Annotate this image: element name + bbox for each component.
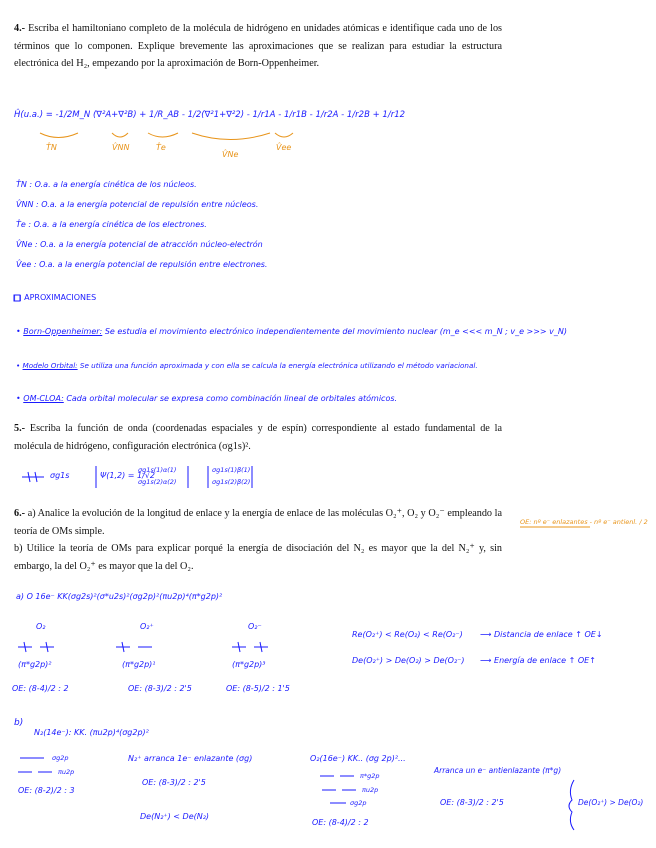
result-re: ⟶ Distancia de enlace ↑ OE↓ (480, 630, 603, 639)
o2b-config: O₂(16e⁻) KK.. (σg 2p)²... (310, 754, 406, 763)
hamiltonian-equation: Ĥ(u.a.) = -1/2M_N (∇²A+∇²B) + 1/R_AB - 1/2(∇²1+∇²2) - 1/r1A - 1/r1B - 1/r2A - 1/r2B + 1/r12 (14, 110, 406, 120)
o2-result: De(O₂⁺) > De(O₂) (578, 798, 644, 807)
oe-formula: OE: nº e⁻ enlazantes - nº e⁻ antienl. / 2 (520, 518, 648, 526)
o2-config: (π*g2p)² (18, 660, 52, 669)
term-vnn: V̂NN : O.a. a la energía potencial de repulsión entre núcleos. (16, 200, 259, 209)
question-4-text: Escriba el hamiltoniano completo de la molécula de hidrógeno en unidades atómicas e identifique cada uno de los términos que lo componen. Explique brevemente las aproximaciones que se realizan para estudiar la estructura electrónica del H₂, empezando por la aproximación de Born-Oppenheimer. (14, 23, 503, 70)
q5-psi: Ψ(1,2) = 1/√2 (100, 471, 156, 480)
n2-result: De(N₂⁺) < De(N₂) (140, 812, 210, 821)
q6a-config: a) O 16e⁻ KK(σg2s)²(σ*u2s)²(σg2p)²(πu2p)⁴(π*g2p)² (16, 592, 223, 601)
o2-name: O₂ (36, 622, 46, 631)
approximation-text: Cada orbital molecular se expresa como combinación lineal de orbitales atómicos. (66, 394, 398, 403)
question-5-text: Escriba la función de onda (coordenadas espaciales y de espín) correspondiente al estado fundamental de la molécula de hidrógeno, configuración electrónica (σg1s)². (14, 423, 502, 452)
det-b1: σg1s(1)β(1) (212, 466, 251, 474)
n2plus-note: N₂⁺ arranca 1e⁻ enlazante (σg) (128, 754, 253, 763)
q5-config: σg1s (50, 471, 70, 480)
det-a2: σg1s(2)α(2) (138, 478, 177, 486)
question-6 (14, 505, 502, 575)
n2plus-oe: OE: (8-3)/2 : 2'5 (142, 778, 206, 787)
n2-config: N₂(14e⁻): KK. (πu2p)⁴(σg2p)² (34, 728, 149, 737)
det-b2: σg1s(2)β(2) (212, 478, 251, 486)
approximation-name: OM-CLOA: (23, 394, 64, 403)
question-6a-text: a) Analice la evolución de la longitud de enlace y la energía de enlace de las moléculas O₂⁺, O₂ y O₂⁻ empleando la teoría de OMs simple. (14, 508, 503, 537)
label-vee: V̂ee (276, 143, 292, 152)
label-vne: V̂Ne (222, 150, 239, 159)
o2plus-name: O₂⁺ (140, 622, 154, 631)
relation-re: Re(O₂⁺) < Re(O₂) < Re(O₂⁻) (352, 630, 463, 639)
term-te: T̂e : O.a. a la energía cinética de los electrones. (16, 220, 207, 229)
n2-level-sigma: σg2p (52, 754, 69, 762)
n2-level-pi: πu2p (58, 768, 75, 776)
approximation-text: Se estudia el movimiento electrónico independientemente del movimiento nuclear (m_e <<< m_N ; v_e >>> v_N) (104, 327, 568, 336)
term-tn: T̂N : O.a. a la energía cinética de los núcleos. (16, 180, 197, 189)
relation-de: De(O₂⁺) > De(O₂) > De(O₂⁻) (352, 656, 465, 665)
o2plus-b-oe: OE: (8-3)/2 : 2'5 (440, 798, 504, 807)
question-6b-text: b) Utilice la teoría de OMs para explicar porqué la energía de disociación del N₂ es mayor que la del N₂⁺ y, sin embargo, la del O₂⁺ es mayor que la del O₂. (14, 543, 502, 572)
result-de: ⟶ Energía de enlace ↑ OE↑ (480, 656, 596, 665)
question-4-number: 4.- (14, 23, 26, 34)
o2-oe: OE: (8-4)/2 : 2 (12, 684, 69, 693)
o2plus-oe: OE: (8-3)/2 : 2'5 (128, 684, 192, 693)
approximation-name: Born-Oppenheimer: (23, 327, 103, 336)
question-6-number: 6.- (14, 508, 26, 519)
question-5-number: 5.- (14, 423, 26, 434)
question-4 (14, 20, 502, 73)
label-tn: T̂N (46, 143, 57, 152)
label-vnn: V̂NN (112, 143, 130, 152)
question-5 (14, 420, 502, 455)
approximation-born-oppenheimer: • Born-Oppenheimer: Se estudia el movimiento electrónico independientemente del movimiento nuclear (m_e <<< m_N ; v_e >>> v_N) (16, 327, 568, 336)
o2b-oe: OE: (8-4)/2 : 2 (312, 818, 369, 827)
approximation-text: Se utiliza una función aproximada y con ella se calcula la energía electrónica utilizando el método variacional. (79, 361, 478, 370)
approximations-title: □ APROXIMACIONES (14, 293, 97, 302)
label-te: T̂e (156, 143, 166, 152)
approximation-name: Modelo Orbital: (22, 361, 78, 370)
q6b-label: b) (14, 718, 24, 728)
term-vne: V̂Ne : O.a. a la energía potencial de atracción núcleo-electrón (16, 240, 263, 249)
o2b-level-pi: πu2p (362, 786, 379, 794)
o2b-level-pistar: π*g2p (360, 772, 380, 780)
approximation-modelo-orbital: • Modelo Orbital: Se utiliza una función aproximada y con ella se calcula la energía electrónica utilizando el método variacional. (16, 361, 478, 370)
o2minus-oe: OE: (8-5)/2 : 1'5 (226, 684, 290, 693)
o2minus-config: (π*g2p)³ (232, 660, 266, 669)
n2-oe: OE: (8-2)/2 : 3 (18, 786, 75, 795)
o2b-note: Arranca un e⁻ antienlazante (π*g) (434, 766, 562, 775)
det-a1: σg1s(1)α(1) (138, 466, 177, 474)
o2plus-config: (π*g2p)¹ (122, 660, 156, 669)
o2b-level-sigma: σg2p (350, 799, 367, 807)
o2minus-name: O₂⁻ (248, 622, 262, 631)
approximation-om-cloa: • OM-CLOA: Cada orbital molecular se expresa como combinación lineal de orbitales atómicos. (16, 394, 398, 403)
term-vee: V̂ee : O.a. a la energía potencial de repulsión entre electrones. (16, 260, 268, 269)
